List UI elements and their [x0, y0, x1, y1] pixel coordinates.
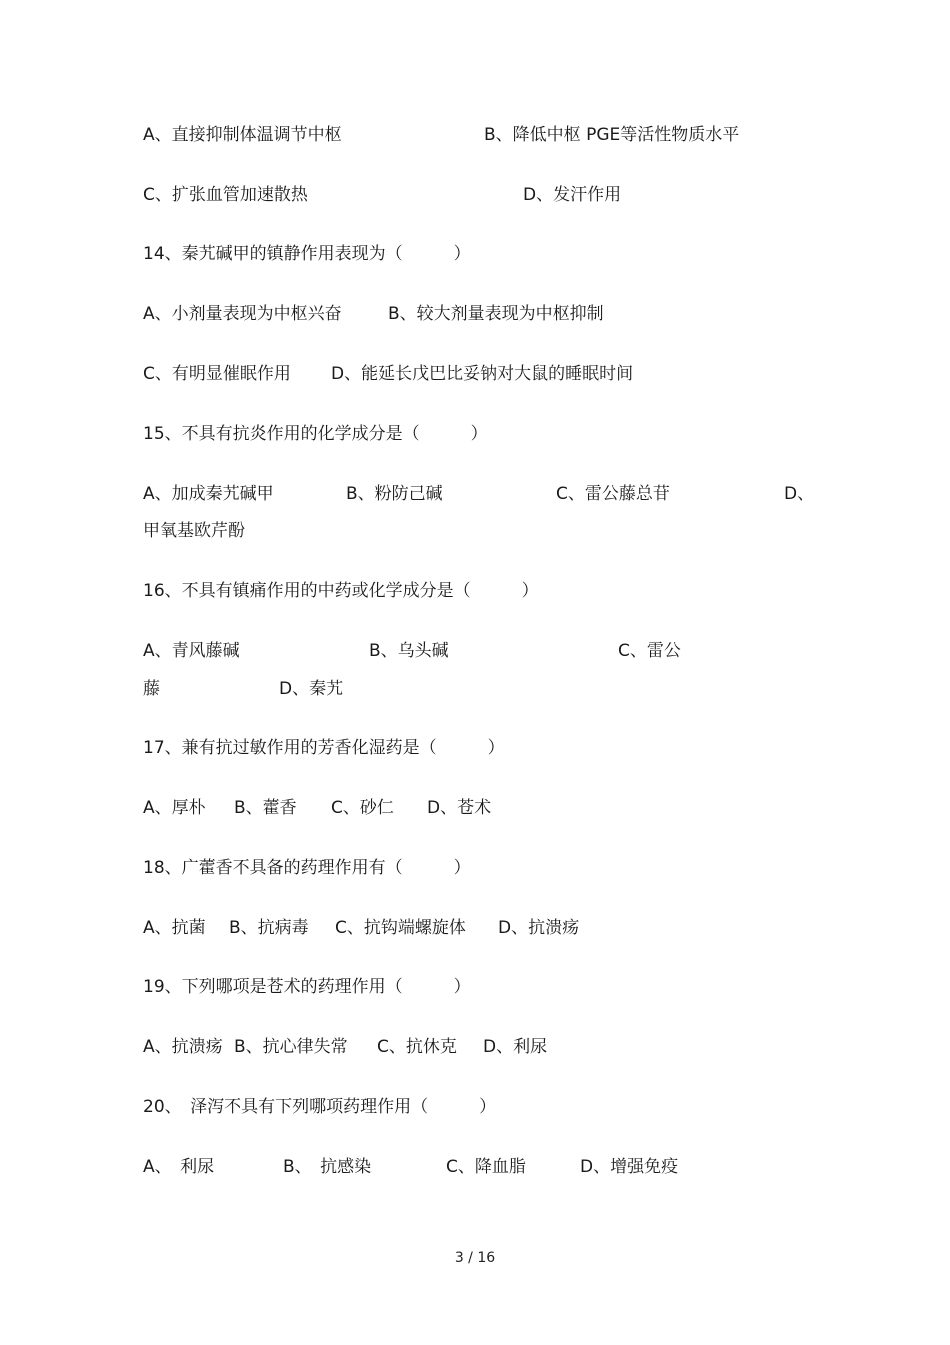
- q14-stem: 14、秦艽碱甲的镇静作用表现为（ ）: [143, 244, 471, 264]
- q20-option-d: D、增强免疫: [580, 1157, 679, 1177]
- q20-option-b: B、 抗感染: [283, 1157, 372, 1177]
- page-number: 3 / 16: [454, 1250, 496, 1266]
- q17-option-c: C、砂仁: [331, 798, 394, 818]
- q16-option-b: B、乌头碱: [369, 641, 449, 661]
- q17-stem: 17、兼有抗过敏作用的芳香化湿药是（ ）: [143, 738, 505, 758]
- q15-option-c: C、雷公藤总苷: [556, 484, 670, 504]
- q18-option-a: A、抗菌: [143, 918, 206, 938]
- q16-stem: 16、不具有镇痛作用的中药或化学成分是（ ）: [143, 581, 539, 601]
- q13-option-a: A、直接抑制体温调节中枢: [143, 125, 342, 145]
- q17-option-a: A、厚朴: [143, 798, 206, 818]
- q13-option-b: B、降低中枢 PGE等活性物质水平: [484, 125, 740, 145]
- q15-option-b: B、粉防己碱: [346, 484, 443, 504]
- q20-option-c: C、降血脂: [446, 1157, 526, 1177]
- q16-option-c-text: 藤: [143, 679, 160, 699]
- q19-option-b: B、抗心律失常: [234, 1037, 348, 1057]
- q14-option-c: C、有明显催眠作用: [143, 364, 291, 384]
- q13-option-c: C、扩张血管加速散热: [143, 185, 308, 205]
- q15-option-a: A、加成秦艽碱甲: [143, 484, 274, 504]
- q19-option-c: C、抗休克: [377, 1037, 457, 1057]
- q20-stem: 20、 泽泻不具有下列哪项药理作用（ ）: [143, 1097, 497, 1117]
- q14-option-a: A、小剂量表现为中枢兴奋: [143, 304, 342, 324]
- q19-stem: 19、下列哪项是苍术的药理作用（ ）: [143, 977, 471, 997]
- q15-option-d-prefix: D、: [784, 484, 815, 504]
- q15-option-d-text: 甲氧基欧芹酚: [143, 521, 245, 541]
- q18-stem: 18、广藿香不具备的药理作用有（ ）: [143, 858, 471, 878]
- q15-stem: 15、不具有抗炎作用的化学成分是（ ）: [143, 424, 488, 444]
- q13-option-d: D、发汗作用: [523, 185, 622, 205]
- q18-option-d: D、抗溃疡: [498, 918, 580, 938]
- q16-option-c-prefix: C、雷公: [618, 641, 681, 661]
- q16-option-a: A、青风藤碱: [143, 641, 240, 661]
- q17-option-b: B、藿香: [234, 798, 297, 818]
- q20-option-a: A、 利尿: [143, 1157, 215, 1177]
- q16-option-d: D、秦艽: [279, 679, 344, 699]
- q17-option-d: D、苍术: [427, 798, 492, 818]
- q18-option-c: C、抗钩端螺旋体: [335, 918, 466, 938]
- q18-option-b: B、抗病毒: [229, 918, 309, 938]
- q14-option-d: D、能延长戊巴比妥钠对大鼠的睡眠时间: [331, 364, 634, 384]
- q14-option-b: B、较大剂量表现为中枢抑制: [388, 304, 604, 324]
- q19-option-d: D、利尿: [483, 1037, 548, 1057]
- q19-option-a: A、抗溃疡: [143, 1037, 223, 1057]
